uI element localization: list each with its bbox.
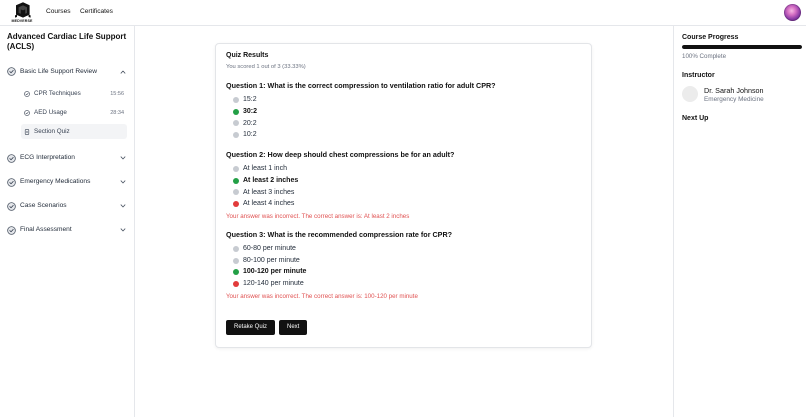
user-avatar[interactable] bbox=[784, 4, 801, 21]
question-text: Question 3: What is the recommended compression rate for CPR? bbox=[226, 229, 453, 239]
answer-status-dot bbox=[233, 201, 239, 207]
chevron-up-icon[interactable] bbox=[120, 70, 126, 74]
check-circle-icon bbox=[24, 91, 30, 97]
quiz-score: You scored 1 out of 3 (33.33%) bbox=[226, 64, 306, 70]
course-progress-title: Course Progress bbox=[682, 33, 739, 41]
answer-text: 60-80 per minute bbox=[243, 245, 296, 253]
answer-status-dot bbox=[233, 109, 239, 115]
progress-bar bbox=[682, 45, 802, 49]
answer-option bbox=[226, 278, 581, 290]
answer-text: 15:2 bbox=[243, 96, 257, 104]
chevron-down-icon[interactable] bbox=[120, 228, 126, 232]
answer-option bbox=[226, 106, 581, 118]
quiz-actions bbox=[226, 320, 581, 335]
chevron-down-icon[interactable] bbox=[120, 156, 126, 160]
retake-quiz-button[interactable]: Retake Quiz bbox=[226, 320, 275, 335]
answer-status-dot bbox=[233, 132, 239, 138]
section-label: Final Assessment bbox=[20, 226, 72, 233]
answer-options bbox=[226, 94, 581, 141]
answer-option bbox=[226, 243, 581, 255]
lesson-label: Section Quiz bbox=[34, 127, 70, 135]
quiz-results-card bbox=[215, 43, 592, 348]
question-2 bbox=[226, 150, 581, 221]
answer-option bbox=[226, 163, 581, 175]
answer-text: 20:2 bbox=[243, 119, 257, 127]
answer-text: At least 1 inch bbox=[243, 165, 287, 173]
instructor-specialty: Emergency Medicine bbox=[704, 96, 764, 103]
answer-text: 100-120 per minute bbox=[243, 268, 307, 276]
answer-status-dot bbox=[233, 178, 239, 184]
medverse-logo-icon bbox=[14, 2, 31, 18]
section-ecg-interpretation[interactable] bbox=[7, 152, 127, 164]
lesson-label: AED Usage bbox=[34, 109, 67, 116]
section-final-assessment[interactable] bbox=[7, 224, 127, 236]
answer-text: 80-100 per minute bbox=[243, 256, 300, 264]
answer-text: 30:2 bbox=[243, 107, 258, 115]
answer-option bbox=[226, 175, 581, 187]
medverse-logo bbox=[9, 2, 35, 24]
lesson-duration: 28:34 bbox=[110, 110, 124, 116]
incorrect-feedback: Your answer was incorrect. The correct answer is: At least 2 inches bbox=[226, 212, 410, 220]
answer-text: 10:2 bbox=[243, 131, 257, 139]
answer-option bbox=[226, 129, 581, 141]
answer-status-dot bbox=[233, 97, 239, 103]
question-text: Question 2: How deep should chest compressions be for an adult? bbox=[226, 149, 455, 159]
check-circle-icon bbox=[7, 154, 16, 163]
answer-option bbox=[226, 255, 581, 267]
instructor-title: Instructor bbox=[682, 72, 715, 79]
answer-options bbox=[226, 243, 581, 290]
next-up-title: Next Up bbox=[682, 114, 709, 122]
progress-bar-fill bbox=[682, 45, 802, 49]
question-text: Question 1: What is the correct compression to ventilation ratio for adult CPR? bbox=[226, 81, 496, 90]
answer-text: At least 3 inches bbox=[243, 188, 295, 196]
section-case-scenarios[interactable] bbox=[7, 200, 127, 212]
question-list bbox=[226, 81, 581, 301]
section-label: Basic Life Support Review bbox=[20, 67, 97, 75]
section-emergency-medications[interactable] bbox=[7, 176, 127, 188]
lesson-aed-usage[interactable] bbox=[24, 107, 124, 119]
incorrect-feedback: Your answer was incorrect. The correct answer is: 100-120 per minute bbox=[226, 292, 418, 300]
nav-certificates[interactable]: Certificates bbox=[80, 8, 113, 15]
course-sidebar bbox=[0, 26, 135, 417]
section-label: ECG Interpretation bbox=[20, 154, 75, 161]
quiz-results-title: Quiz Results bbox=[226, 52, 269, 59]
course-info-sidebar bbox=[673, 26, 806, 417]
course-title: Advanced Cardiac Life Support (ACLS) bbox=[7, 32, 127, 51]
check-circle-icon bbox=[24, 110, 30, 116]
lesson-label: CPR Techniques bbox=[34, 90, 81, 97]
answer-status-dot bbox=[233, 189, 239, 195]
top-header bbox=[0, 0, 806, 26]
answer-status-dot bbox=[233, 246, 239, 252]
answer-status-dot bbox=[233, 258, 239, 264]
check-circle-icon bbox=[7, 178, 16, 187]
check-circle-icon bbox=[7, 226, 16, 235]
lesson-duration: 15:56 bbox=[110, 91, 124, 97]
section-label: Emergency Medications bbox=[20, 178, 91, 185]
answer-text: At least 2 inches bbox=[243, 176, 299, 184]
instructor-name: Dr. Sarah Johnson bbox=[704, 85, 764, 95]
answer-text: 120-140 per minute bbox=[243, 280, 304, 288]
section-basic-life-support-review[interactable] bbox=[7, 66, 127, 78]
answer-option bbox=[226, 266, 581, 278]
answer-option bbox=[226, 94, 581, 106]
section-label: Case Scenarios bbox=[20, 202, 67, 209]
answer-status-dot bbox=[233, 269, 239, 275]
answer-options bbox=[226, 163, 581, 210]
lesson-section-quiz[interactable] bbox=[21, 124, 127, 139]
answer-option bbox=[226, 118, 581, 130]
question-3 bbox=[226, 230, 581, 301]
answer-status-dot bbox=[233, 281, 239, 287]
question-1 bbox=[226, 81, 581, 141]
progress-label: 100% Complete bbox=[682, 53, 727, 60]
instructor-avatar bbox=[682, 86, 698, 102]
chevron-down-icon[interactable] bbox=[120, 180, 126, 184]
answer-text: At least 4 inches bbox=[243, 200, 295, 208]
nav-courses[interactable]: Courses bbox=[46, 8, 71, 15]
answer-option bbox=[226, 187, 581, 199]
document-icon bbox=[24, 129, 30, 135]
answer-status-dot bbox=[233, 166, 239, 172]
lesson-cpr-techniques[interactable] bbox=[24, 88, 124, 100]
answer-option bbox=[226, 198, 581, 210]
next-button[interactable]: Next bbox=[279, 320, 307, 335]
logo-text: MEDVERSE bbox=[11, 18, 33, 23]
chevron-down-icon[interactable] bbox=[120, 204, 126, 208]
answer-status-dot bbox=[233, 120, 239, 126]
check-circle-icon bbox=[7, 67, 16, 76]
check-circle-icon bbox=[7, 202, 16, 211]
